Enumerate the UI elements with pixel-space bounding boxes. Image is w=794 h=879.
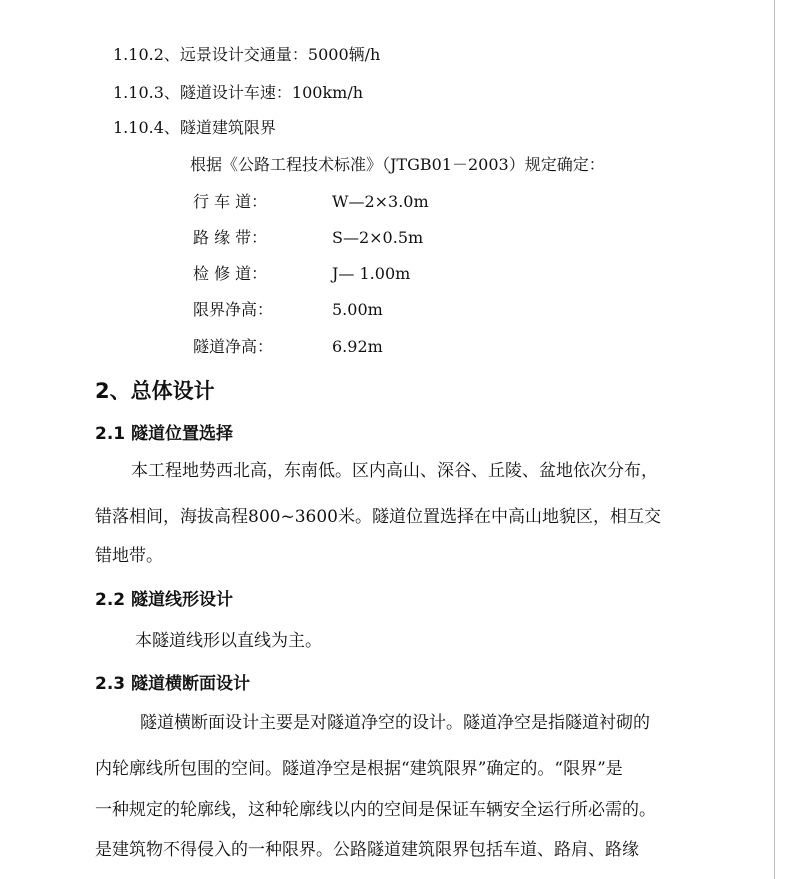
spec-value-lane: W—2×3.0m <box>332 192 429 211</box>
item-text: 隧道建筑限界 <box>179 118 276 137</box>
section-2-3-heading: 2.3 隧道横断面设计 <box>95 674 251 694</box>
item-text: 隧道设计车速：100km/h <box>179 83 364 102</box>
page-edge <box>774 0 775 879</box>
section-2-heading: 2、总体设计 <box>95 379 215 403</box>
section-2-1-line-1: 本工程地势西北高，东南低。区内高山、深谷、丘陵、盆地依次分布， <box>131 461 658 481</box>
section-2-3-line-3: 一种规定的轮廓线，这种轮廓线以内的空间是保证车辆安全运行所必需的。 <box>95 800 656 820</box>
item-text: 远景设计交通量：5000辆/h <box>179 45 381 64</box>
section-2-1-line-2: 错落相间，海拔高程800~3600米。隧道位置选择在中高山地貌区，相互交 <box>95 507 661 527</box>
spec-label-clearance: 限界净高： <box>193 300 274 319</box>
section-2-3-line-2: 内轮廓线所包围的空间。隧道净空是根据“建筑限界”确定的。“限界”是 <box>95 759 623 779</box>
spec-label-maintenance: 检 修 道： <box>193 264 268 283</box>
item-number: 1.10.4、 <box>113 118 180 137</box>
section-2-1-line-3: 错地带。 <box>95 546 163 566</box>
item-1-10-3 <box>113 83 363 103</box>
spec-value-curb: S—2×0.5m <box>332 228 424 247</box>
spec-label-tunnel-height: 隧道净高： <box>193 337 274 356</box>
section-2-2-line-1: 本隧道线形以直线为主。 <box>135 631 322 651</box>
item-number: 1.10.2、 <box>113 45 180 64</box>
spec-value-tunnel-height: 6.92m <box>332 337 383 356</box>
section-2-1-heading: 2.1 隧道位置选择 <box>95 424 234 444</box>
item-1-10-2 <box>113 45 380 65</box>
basis-text: 根据《公路工程技术标准》（JTGB01－2003）规定确定： <box>190 155 605 174</box>
spec-label-curb: 路 缘 带： <box>193 228 268 247</box>
spec-value-maintenance: J— 1.00m <box>332 264 411 283</box>
section-2-3-line-1: 隧道横断面设计主要是对隧道净空的设计。隧道净空是指隧道衬砌的 <box>140 713 650 733</box>
spec-value-clearance: 5.00m <box>332 300 383 319</box>
section-2-3-line-4: 是建筑物不得侵入的一种限界。公路隧道建筑限界包括车道、路肩、路缘 <box>95 840 639 860</box>
item-number: 1.10.3、 <box>113 83 180 102</box>
item-1-10-4 <box>113 118 276 138</box>
spec-label-lane: 行 车 道： <box>193 192 268 211</box>
section-2-2-heading: 2.2 隧道线形设计 <box>95 590 234 610</box>
